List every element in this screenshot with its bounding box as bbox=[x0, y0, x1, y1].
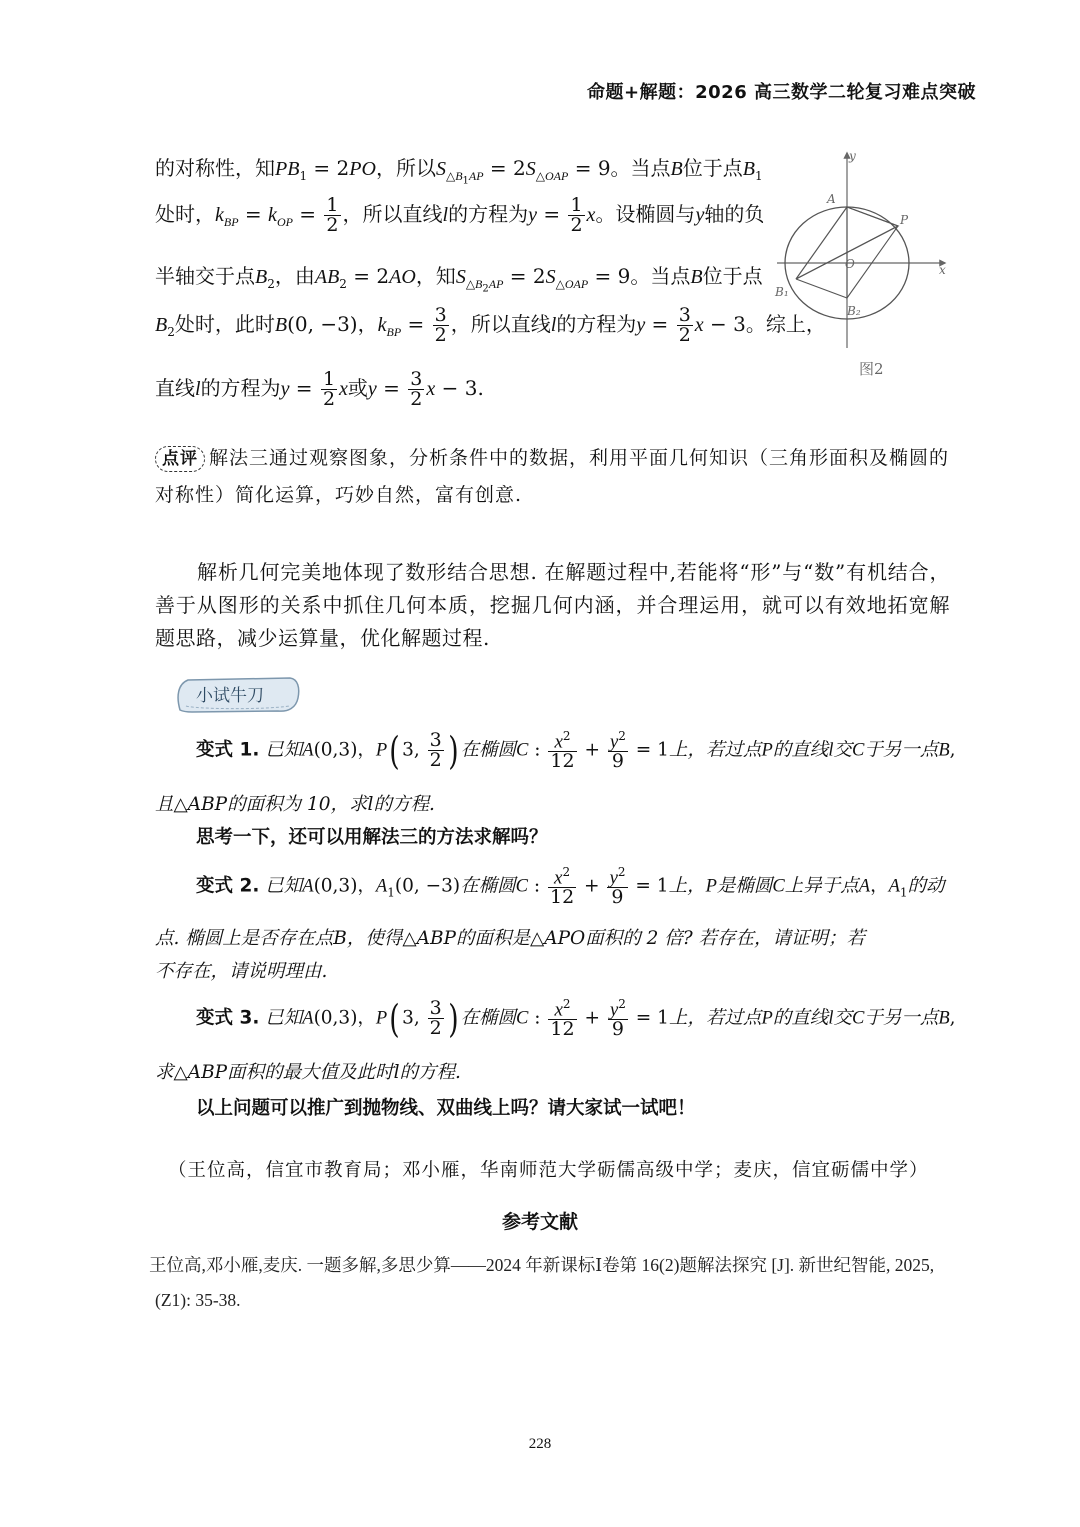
solution-line-1: 的对称性，知$PB_1 = 2PO$，所以$S_{\triangle B_1AP} = 2S_{\triangle OAP} = 9$。当点B位于点$B_1$ bbox=[155, 156, 763, 187]
variant-2-line-2: 点. 椭圆上是否存在点B，使得△ABP的面积是△APO面积的 2 倍? 若存在，请证明；若 bbox=[155, 928, 866, 949]
point-a-label: A bbox=[827, 192, 836, 206]
closing-question: 以上问题可以推广到抛物线、双曲线上吗？请大家试一试吧！ bbox=[196, 1098, 696, 1119]
y-axis-label: y bbox=[849, 149, 856, 163]
figure-caption: 图2 bbox=[859, 360, 884, 378]
remark-block bbox=[155, 440, 955, 514]
solution-line-3: 半轴交于点$B_2$，由$AB_2 = 2AO$，知$S_{\triangle B_2AP} = 2S_{\triangle OAP} = 9$。当点B位于点 bbox=[155, 264, 763, 295]
variant-1-line-1: 变式 1. 已知A(0,3)，P( 3, $\frac{3}{2}$ ) 在椭圆C : $\frac{x^2}{12}$ + $\frac{y^2}{9}$ = 1上，若过点P的直线l交C于另一点B, bbox=[196, 728, 956, 773]
banner-label: 小试牛刀 bbox=[196, 686, 264, 706]
variant-1-line-2: 且△ABP的面积为 10，求l的方程. bbox=[155, 794, 435, 815]
origin-label: O bbox=[845, 257, 855, 271]
summary-paragraph: 解析几何完美地体现了数形结合思想. 在解题过程中,若能将“形”与“数”有机结合，善于从图形的关系中抓住几何本质，挖掘几何内涵，并合理运用，就可以有效地拓宽解题思路，减少运算量，优化解题过程. bbox=[155, 560, 950, 650]
author-affiliations: （王位高，信宜市教育局；邓小雁，华南师范大学砺儒高级中学；麦庆，信宜砺儒中学） bbox=[168, 1160, 929, 1181]
point-b2-label: B₂ bbox=[847, 304, 861, 318]
references-title: 参考文献 bbox=[501, 1211, 578, 1233]
remark-badge: 点评 bbox=[155, 446, 205, 472]
solution-line-4: $B_2$处时，此时B(0, −3)，$k_{BP}$ = $\frac{3}{2}$ ，所以直线l的方程为y = $\frac{3}{2}$ x − 3。综上， bbox=[155, 304, 826, 346]
variant-3-line-2: 求△ABP面积的最大值及此时l的方程. bbox=[155, 1062, 461, 1083]
variant-2-line-3: 不存在，请说明理由. bbox=[155, 961, 328, 982]
variant-2-line-1: 变式 2. 已知A(0,3)，$A_1(0$, −3)在椭圆C : $\frac{x^2}{12}$ + $\frac{y^2}{9}$ = 1上，P是椭圆C上异于点A，$A_1$的动 bbox=[196, 865, 945, 909]
page-number: 228 bbox=[528, 1436, 552, 1452]
think-prompt: 思考一下，还可以用解法三的方法求解吗？ bbox=[196, 827, 548, 848]
x-axis-label: x bbox=[939, 263, 946, 277]
solution-line-5: 直线l的方程为y = $\frac{1}{2}$ x或y = $\frac{3}{2}$ x − 3. bbox=[155, 368, 484, 410]
triangle-ab2p bbox=[847, 207, 898, 298]
reference-item: 王位高,邓小雁,麦庆. 一题多解,多思少算——2024 年新课标Ⅰ卷第 16(2)题解法探究 [J]. 新世纪智能, 2025, (Z1): 35-38. bbox=[149, 1255, 935, 1310]
running-header: 命题+解题：2026 高三数学二轮复习难点突破 bbox=[587, 82, 976, 103]
practice-banner bbox=[172, 676, 302, 714]
remark-text: 解法三通过观察图象，分析条件中的数据，利用平面几何知识（三角形面积及椭圆的对称性）简化运算，巧妙自然，富有创意. bbox=[155, 447, 950, 506]
point-p-label: P bbox=[900, 213, 909, 227]
point-b1-label: B₁ bbox=[775, 285, 789, 299]
variant-3-line-1: 变式 3. 已知A(0,3)，P( 3, $\frac{3}{2}$ ) 在椭圆C : $\frac{x^2}{12}$ + $\frac{y^2}{9}$ = 1上，若过点P的直线l交C于另一点B, bbox=[196, 996, 956, 1041]
ellipse-figure bbox=[765, 148, 955, 383]
solution-line-2: 处时，$k_{BP} = k_{OP}$ = $\frac{1}{2}$ ，所以直线l的方程为y = $\frac{1}{2}$ x。设椭圆与y轴的负 bbox=[155, 194, 765, 236]
